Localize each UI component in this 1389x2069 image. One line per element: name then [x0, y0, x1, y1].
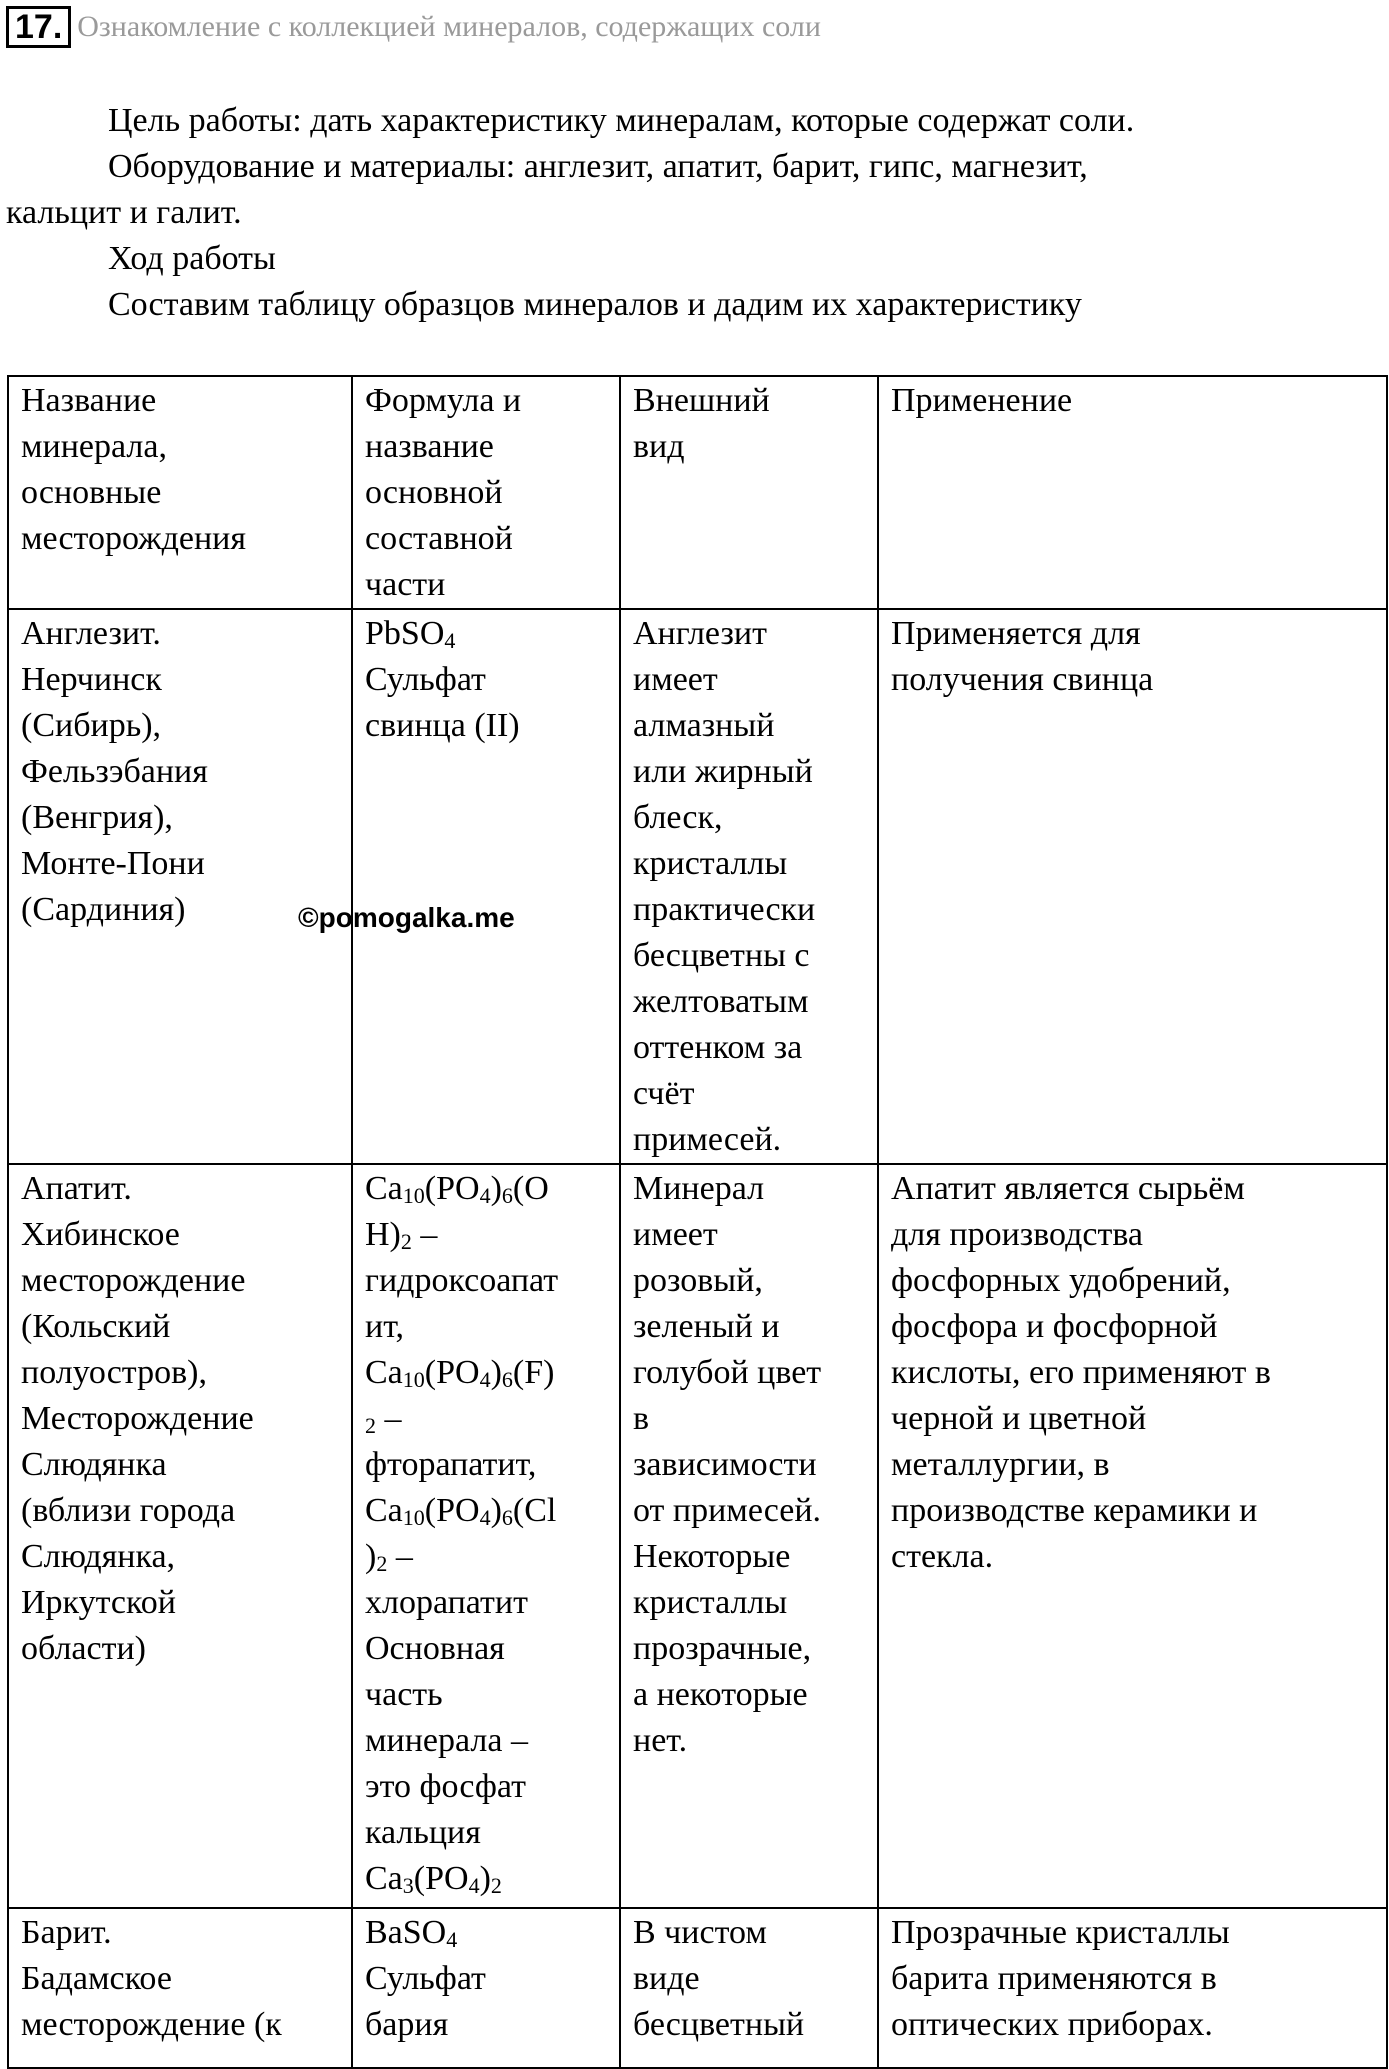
cell-text-line: (Кольский: [21, 1308, 171, 1345]
cell-text-line: Барит.: [21, 1914, 112, 1951]
cell-text-line: Месторождение: [21, 1400, 254, 1437]
mineral-name-cell: [8, 1908, 352, 2068]
cell-text-line: свинца (II): [365, 707, 520, 744]
cell-text-line: зеленый и: [633, 1308, 780, 1345]
cell-text-line: зависимости: [633, 1446, 817, 1483]
cell-text-line: бесцветный: [633, 2006, 805, 2043]
cell-text-line: PbSO$_4$: [365, 615, 456, 653]
cell-text-line: $Ca_{10}(PO_4)_6(O$: [365, 1170, 549, 1208]
table-row-barite: [8, 1908, 1387, 2068]
cell-text-line: Прозрачные кристаллы: [891, 1914, 1230, 1951]
cell-text-line: получения свинца: [891, 661, 1154, 698]
exercise-header: [6, 6, 821, 48]
cell-text-line: виде: [633, 1960, 700, 1997]
cell-text-line: Апатит является сырьём: [891, 1170, 1245, 1207]
cell-text-line: нет.: [633, 1722, 688, 1759]
cell-text-line: голубой цвет: [633, 1354, 822, 1391]
cell-text-line: практически: [633, 891, 816, 928]
mineral-formula-cell: [352, 1164, 620, 1908]
cell-text-line: часть: [365, 1676, 443, 1713]
mineral-name-cell: [8, 609, 352, 1164]
header-name-cell: [8, 376, 352, 609]
cell-text-line: Минерал: [633, 1170, 765, 1207]
cell-text-line: розовый,: [633, 1262, 763, 1299]
cell-text-line: Слюдянка,: [21, 1538, 176, 1575]
cell-text-line: фосфора и фосфорной: [891, 1308, 1218, 1345]
cell-text-line: $_2$ –: [365, 1400, 402, 1438]
header-use-cell: [878, 376, 1387, 609]
cell-text-line: Англезит.: [21, 615, 161, 652]
cell-text-line: а некоторые: [633, 1676, 808, 1713]
cell-text-line: имеет: [633, 661, 718, 698]
cell-text-line: $Ca_{10}(PO_4)_6(Cl$: [365, 1492, 557, 1530]
cell-text-line: месторождение: [21, 1262, 246, 1299]
cell-text-line: минерала,: [21, 428, 167, 465]
cell-text-line: основные: [21, 474, 162, 511]
cell-text-line: Применяется для: [891, 615, 1141, 652]
cell-text-line: кислоты, его применяют в: [891, 1354, 1271, 1391]
cell-text-line: полуостров),: [21, 1354, 207, 1391]
cell-text-line: Англезит: [633, 615, 767, 652]
watermark-text: ©pomogalka.me: [298, 902, 515, 933]
cell-text-line: Формула и: [365, 382, 522, 419]
cell-text-line: Некоторые: [633, 1538, 791, 1575]
mineral-look-cell: [620, 609, 878, 1164]
cell-text-line: металлургии, в: [891, 1446, 1110, 1483]
cell-text-line: гидроксоапат: [365, 1262, 559, 1299]
mineral-look-cell: [620, 1164, 878, 1908]
cell-text-line: черной и цветной: [891, 1400, 1147, 1437]
cell-text-line: кристаллы: [633, 1584, 788, 1621]
cell-text-line: производстве керамики и: [891, 1492, 1258, 1529]
mineral-use-cell: [878, 609, 1387, 1164]
exercise-number: 17.: [6, 6, 71, 48]
header-look-cell: [620, 376, 878, 609]
cell-text-line: или жирный: [633, 753, 813, 790]
cell-text-line: прозрачные,: [633, 1630, 812, 1667]
cell-text-line: это фосфат: [365, 1768, 526, 1805]
cell-text-line: Основная: [365, 1630, 505, 1667]
header-formula-cell: [352, 376, 620, 609]
cell-text-line: желтоватым: [633, 983, 809, 1020]
cell-text-line: счёт: [633, 1075, 695, 1112]
cell-text-line: области): [21, 1630, 146, 1667]
table-row-apatite: [8, 1164, 1387, 1908]
cell-text-line: блеск,: [633, 799, 723, 836]
cell-text-line: от примесей.: [633, 1492, 822, 1529]
cell-text-line: $Ca_3(PO_4)_2$: [365, 1860, 502, 1898]
cell-text-line: (Сибирь),: [21, 707, 162, 744]
cell-text-line: месторождение (к: [21, 2006, 282, 2043]
cell-text-line: бесцветны с: [633, 937, 810, 974]
cell-text-line: Название: [21, 382, 157, 419]
cell-text-line: ит,: [365, 1308, 404, 1345]
cell-text-line: составной: [365, 520, 513, 557]
cell-text-line: для производства: [891, 1216, 1144, 1253]
cell-text-line: фторапатит,: [365, 1446, 537, 1483]
table-intro-line: Составим таблицу образцов минералов и дадим их характеристику: [108, 286, 1082, 323]
cell-text-line: BaSO$_4$: [365, 1914, 458, 1952]
exercise-title: Ознакомление с коллекцией минералов, содержащих соли: [77, 10, 821, 43]
intro-text: [6, 98, 1376, 328]
cell-text-line: барита применяются в: [891, 1960, 1217, 1997]
cell-text-line: Нерчинск: [21, 661, 162, 698]
cell-text-line: (вблизи города: [21, 1492, 236, 1529]
cell-text-line: название: [365, 428, 494, 465]
cell-text-line: оптических приборах.: [891, 2006, 1213, 2043]
cell-text-line: Апатит.: [21, 1170, 132, 1207]
cell-text-line: имеет: [633, 1216, 718, 1253]
cell-text-line: стекла.: [891, 1538, 994, 1575]
cell-text-line: Бадамское: [21, 1960, 172, 1997]
cell-text-line: В чистом: [633, 1914, 767, 1951]
cell-text-line: оттенком за: [633, 1029, 803, 1066]
mineral-name-cell: [8, 1164, 352, 1908]
cell-text-line: месторождения: [21, 520, 247, 557]
cell-text-line: кристаллы: [633, 845, 788, 882]
cell-text-line: Иркутской: [21, 1584, 176, 1621]
cell-text-line: Сульфат: [365, 661, 486, 698]
equipment-line: Оборудование и материалы: англезит, апатит, барит, гипс, магнезит,: [108, 148, 1088, 185]
cell-text-line: основной: [365, 474, 503, 511]
cell-text-line: в: [633, 1400, 650, 1437]
mineral-use-cell: [878, 1908, 1387, 2068]
cell-text-line: Монте-Пони: [21, 845, 205, 882]
goal-line: Цель работы: дать характеристику минералам, которые содержат соли.: [108, 102, 1135, 139]
cell-text-line: фосфорных удобрений,: [891, 1262, 1231, 1299]
cell-text-line: Хибинское: [21, 1216, 180, 1253]
cell-text-line: Сульфат: [365, 1960, 486, 1997]
cell-text-line: Внешний: [633, 382, 770, 419]
cell-text-line: )$_2$ –: [365, 1538, 413, 1576]
cell-text-line: (Сардиния): [21, 891, 186, 928]
cell-text-line: части: [365, 566, 446, 603]
mineral-look-cell: [620, 1908, 878, 2068]
cell-text-line: кальция: [365, 1814, 481, 1851]
cell-text-line: Слюдянка: [21, 1446, 167, 1483]
cell-text-line: $Ca_{10}(PO_4)_6(F)$: [365, 1354, 555, 1392]
cell-text-line: вид: [633, 428, 685, 465]
table-header-row: [8, 376, 1387, 609]
cell-text-line: $H)_2$ –: [365, 1216, 438, 1254]
cell-text-line: хлорапатит: [365, 1584, 528, 1621]
equipment-line-continued: кальцит и галит.: [6, 194, 242, 231]
cell-text-line: Применение: [891, 382, 1073, 419]
table-row-anglesite: [8, 609, 1387, 1164]
mineral-formula-cell: [352, 1908, 620, 2068]
cell-text-line: минерала –: [365, 1722, 528, 1759]
minerals-table: [7, 375, 1388, 2069]
cell-text-line: бария: [365, 2006, 449, 2043]
mineral-use-cell: [878, 1164, 1387, 1908]
cell-text-line: примесей.: [633, 1121, 782, 1158]
cell-text-line: алмазный: [633, 707, 775, 744]
cell-text-line: Фельзэбания: [21, 753, 208, 790]
procedure-heading: Ход работы: [108, 240, 276, 277]
mineral-formula-cell: [352, 609, 620, 1164]
cell-text-line: (Венгрия),: [21, 799, 173, 836]
